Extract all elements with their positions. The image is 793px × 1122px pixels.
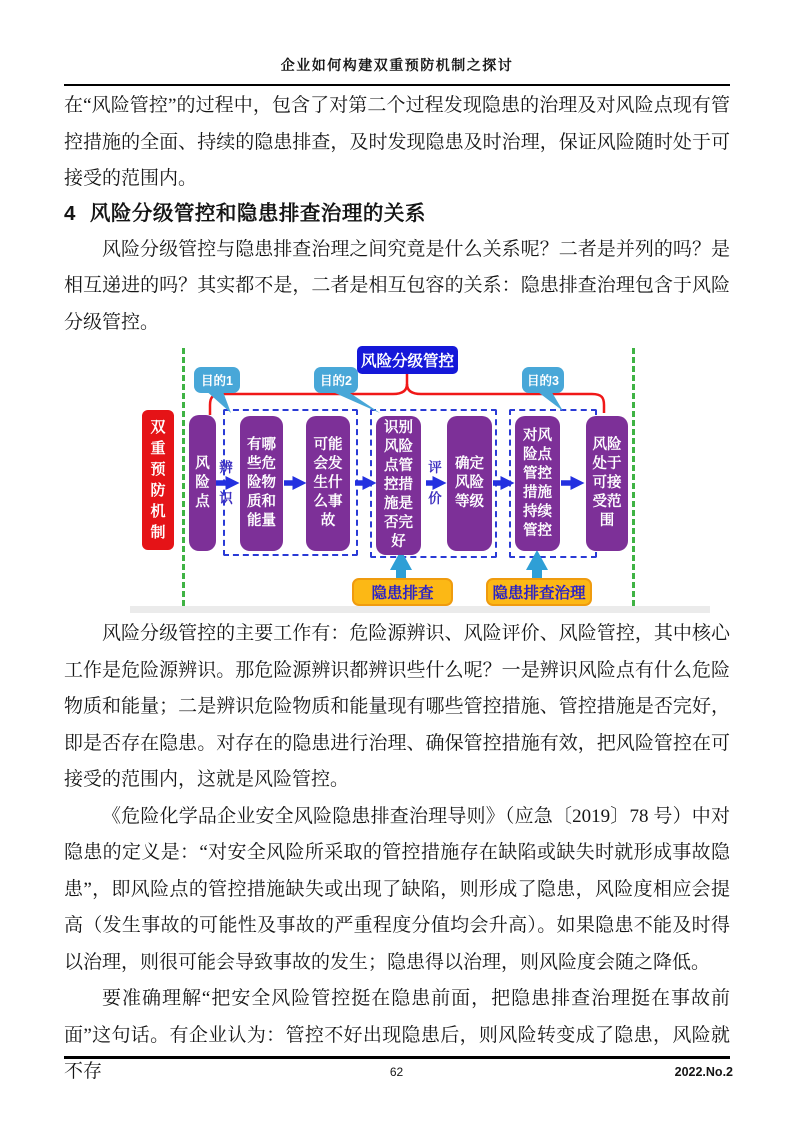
- paragraph-1: 在“风险管控”的过程中，包含了对第二个过程发现隐患的治理及对风险点现有管控措施的全面、持续的隐患排查，及时发现隐患及时治理，保证风险随时处于可接受的范围内。: [64, 95, 730, 189]
- evaluate-arrow-label: 评价: [428, 460, 442, 506]
- paragraph-5: 要准确理解“把安全风险管控挺在隐患前面，把隐患排查治理挺在事故前面”这句话。有企业认为：管控不好出现隐患后，则风险转变成了隐患，风险就不存: [64, 988, 730, 1082]
- flow-box-continuous-control: 对风险点管控措施持续管控: [515, 416, 560, 551]
- paragraph-4: 《危险化学品企业安全风险隐患排查治理导则》（应急〔2019〕78 号）中对隐患的定义是：“对安全风险所采取的管控措施存在缺陷或缺失时就形成事故隐患”，即风险点的管控措施缺失或出现了缺陷，则形成了隐患，风险度相应会提高（发生事故的可能性及事故的严重程度分值均会升高）。如果隐患不能及时得以治理，则很可能会导致事故的发生；隐患得以治理，则风险度会随之降低。: [64, 805, 730, 973]
- flow-diagram-figure: [130, 341, 710, 616]
- header-rule: [64, 84, 730, 86]
- red-connector-right: [407, 384, 604, 413]
- flow-box-hazard-materials: 有哪些危险物质和能量: [240, 416, 283, 551]
- paragraph-3: 风险分级管控的主要工作有：危险源辨识、风险评价、风险管控，其中核心工作是危险源辨识。那危险源辨识都辨识些什么呢？一是辨识风险点有什么危险物质和能量；二是辨识危险物质和能量现有哪些管控措施、管控措施是否完好，即是否存在隐患。对存在的隐患进行治理、确保管控措施有效，把风险管控在可接受的范围内，这就是风险管控。: [64, 623, 730, 790]
- diagram-title-box: 风险分级管控: [357, 346, 458, 374]
- footer-rule: [64, 1056, 730, 1059]
- flow-box-acceptable-risk: 风险处于可接受范围: [586, 416, 628, 551]
- issue-label: 2022.No.2: [674, 1065, 733, 1079]
- purpose-3-callout: 目的3: [522, 367, 564, 393]
- flow-box-possible-accidents: 可能会发生什么事故: [306, 416, 350, 551]
- purpose-2-callout: 目的2: [314, 367, 358, 393]
- flow-box-identify-control-measures: 识别风险点管控措施是否完好: [376, 416, 421, 555]
- paragraph-2: 风险分级管控与隐患排查治理之间究竟是什么关系呢？二者是并列的吗？是相互递进的吗？其实都不是，二者是相互包容的关系：隐患排查治理包含于风险分级管控。: [64, 238, 730, 333]
- flow-box-determine-risk-level: 确定风险等级: [447, 416, 492, 551]
- section-title: 风险分级管控和隐患排查治理的关系: [89, 201, 426, 225]
- identify-arrow-label: 辨识: [219, 460, 233, 506]
- section-heading: [64, 200, 730, 228]
- flow-box-risk-point: 风险点: [189, 415, 216, 551]
- purpose-1-callout: 目的1: [194, 367, 240, 393]
- page-number: 62: [389, 1065, 404, 1079]
- running-head-title: 企业如何构建双重预防机制之探讨: [280, 59, 514, 74]
- hidden-danger-inspection-box: 隐患排查: [352, 578, 453, 606]
- section-number: 4: [64, 201, 76, 225]
- dual-prevention-mechanism-box: 双重预防机制: [142, 410, 174, 550]
- hidden-danger-treatment-box: 隐患排查治理: [486, 578, 592, 606]
